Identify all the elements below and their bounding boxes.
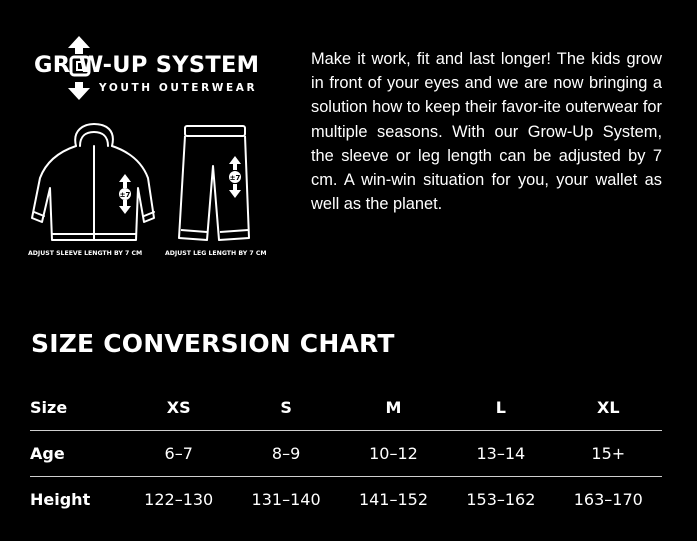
pants-caption: ADJUST LEG LENGTH BY 7 CM [165, 250, 267, 257]
row-label: Size [30, 385, 125, 431]
table-row-size [30, 385, 662, 431]
logo-subtitle: YOUTH OUTERWEAR [99, 82, 258, 94]
table-cell: L [447, 385, 554, 431]
table-cell: XS [125, 385, 232, 431]
jacket-caption: ADJUST SLEEVE LENGTH BY 7 CM [28, 250, 143, 257]
size-conversion-table [30, 385, 662, 522]
row-label: Age [30, 431, 125, 477]
row-label: Height [30, 490, 91, 509]
table-cell: 122–130 [144, 490, 214, 509]
grow-up-system-logo [30, 36, 270, 106]
table-cell: 141–152 [358, 490, 429, 509]
sleeve-badge: ±7 [119, 191, 131, 199]
table-cell: 8–9 [232, 431, 339, 477]
table-cell: M [340, 385, 447, 431]
table-cell: 163–170 [573, 490, 643, 509]
table-row-height [30, 477, 662, 523]
sleeve-adjust-icon [119, 174, 131, 214]
table-cell: 13–14 [447, 431, 554, 477]
leg-badge: ±7 [229, 174, 241, 182]
table-cell: XL [555, 385, 662, 431]
table-cell: 153–162 [466, 490, 536, 509]
table-cell: S [232, 385, 339, 431]
table-row-age [30, 431, 662, 477]
table-cell: 6–7 [125, 431, 232, 477]
table-cell: 15+ [555, 431, 662, 477]
description-text: Make it work, fit and last longer! The kids grow in front of your eyes and we are now bringing a solution how to keep their favor-ite outerwear for multiple seasons. With our Grow-Up System, the sleeve or leg length can be adjusted by 7 cm. A win-win situation for you, your wallet as well as the planet. [311, 50, 662, 214]
table-cell: 131–140 [251, 490, 321, 509]
logo-title: GR W-UP SYSTEM [34, 52, 260, 78]
chart-title: SIZE CONVERSION CHART [31, 329, 395, 358]
table-cell: 10–12 [340, 431, 447, 477]
pants-illustration [175, 122, 267, 246]
jacket-illustration [28, 122, 160, 246]
leg-adjust-icon [229, 156, 241, 198]
